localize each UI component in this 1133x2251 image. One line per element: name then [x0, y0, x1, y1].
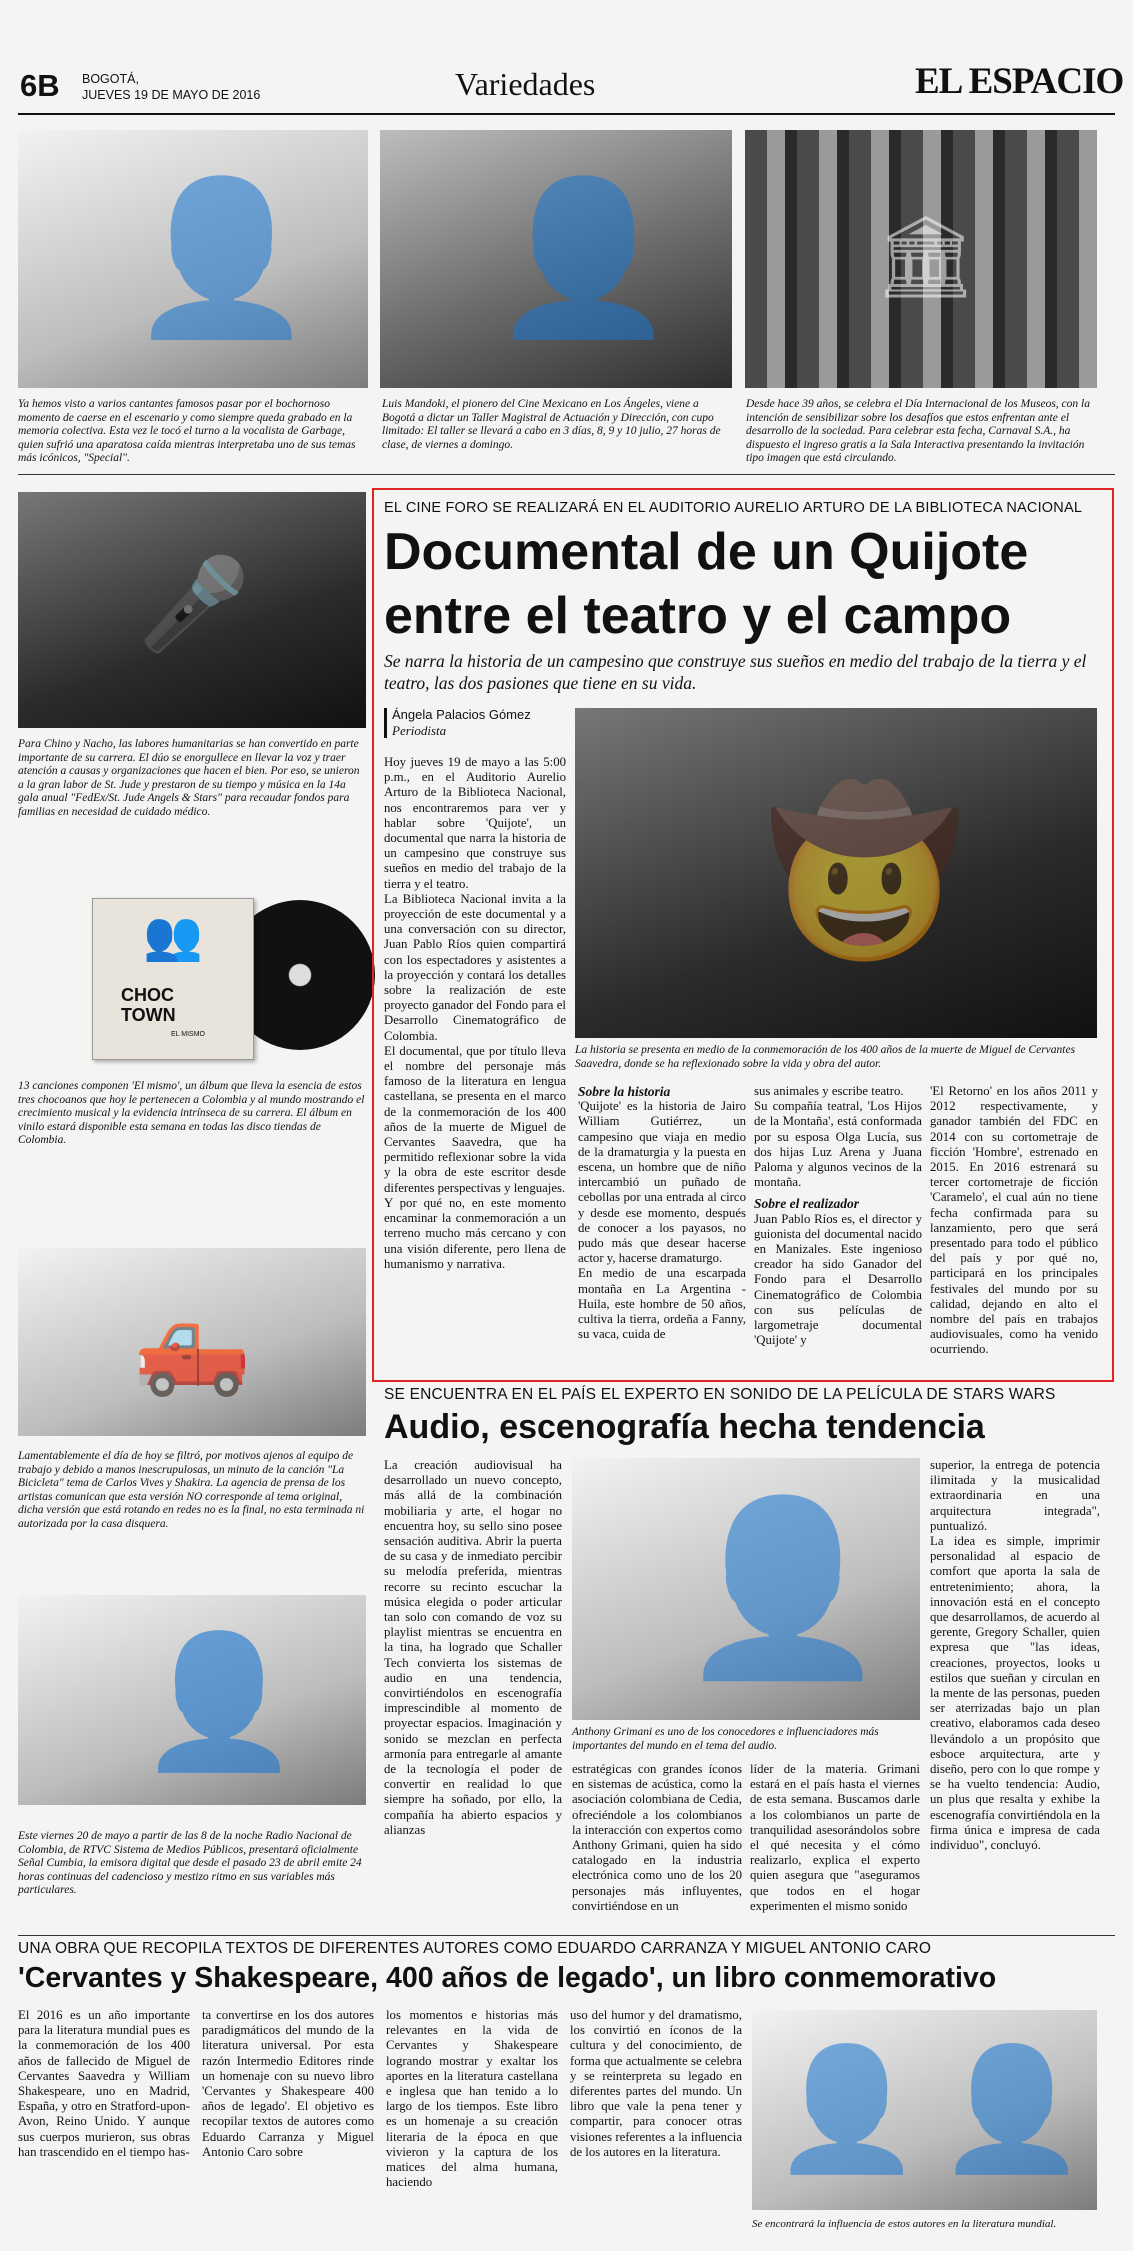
- book-paragraph: ta convertirse en los dos autores paradigmáticos del mundo de la literatura universal. Por esta razón Intermedio Editores rinde un homenaje con su nuevo libro 'Cervantes y Shakespeare 400 años de legado'. El objetivo es recopilar textos de autores como Eduardo Carranza y Miguel Antonio Caro sobre: [202, 2008, 374, 2159]
- top-row-rule: [18, 474, 1115, 475]
- book-column-4: [570, 2008, 742, 2160]
- lead-paragraph: sus animales y escribe teatro.: [754, 1084, 904, 1098]
- lead-column-4: [930, 1084, 1098, 1358]
- lead-column-1: [384, 755, 566, 1272]
- audio-paragraph: La idea es simple, imprimir personalidad al espacio de comfort que aporta la sala de entretenimiento; ahora, la innovación está en el concepto que desarrollamos, de acuerdo al gerente, Gregory Schaller, quien expresa que "las ideas, creaciones, proyectos, looks u estilos que sueñan y circulan en la mente de las personas, pueden ser aterrizadas bajo un plan creativo, elaboramos cada deseo llevándolo a un propósito que esboce arquitectura, arte y diseño, pero con lo que rompe y se ha vuelto tendencia: Audio, un plus que resalta y exhibe la escenografía convirtiéndola en la firma única e impresa de cada individuo", concluyó.: [930, 1534, 1100, 1853]
- page-number: 6B: [20, 68, 60, 103]
- book-column-1: [18, 2008, 190, 2160]
- lead-author: Ángela Palacios Gómez: [392, 707, 531, 722]
- museum-icon: 🏛: [875, 210, 977, 303]
- album-title-line2: TOWN: [121, 1005, 176, 1025]
- lead-deck: Se narra la historia de un campesino que construye sus sueños en medio del trabajo de la tierra y el teatro, las dos pasiones que tiene en su vida.: [384, 651, 1087, 693]
- audio-paragraph: líder de la materia. Grimani estará en el país hasta el viernes de esta semana. Buscamos darle a los colombianos un parte de tranquilidad asesorándolos sobre el qué necesita y el cómo realizarlo, explica el experto quien asegura que "aseguramos que todos en el hogar experimenten el mismo sonido: [750, 1762, 920, 1913]
- lead-headline-line1: Documental de un Quijote: [384, 523, 1029, 581]
- audio-paragraph: La creación audiovisual ha desarrollado un nuevo concepto, más allá de la combinación mobiliaria y arte, el hogar no encuentra hoy, su sello sino posee sensación auditiva. Abrir la puerta de su casa y de inmediato percibir su melodía preferida, mientras recorre su recinto escuchar la música elegida o poder articular tan solo con comando de voz su playlist mientras se encuentra en la tina, ha logrado que Schaller Tech convierta los sistemas de audio en una tendencia, convirtiéndolos en escenografía imprescindible al momento de proyectar espacios. Imaginación y sonido se mezclan en perfecta armonía para entregarle al amante de la tecnología el poder de convertir en realidad lo que siempre ha soñado, por ello, la compañía ha abierto espacios y alianzas: [384, 1458, 562, 1837]
- photo-radio-host: [18, 1595, 366, 1805]
- lead-paragraph: Hoy jueves 19 de mayo a las 5:00 p.m., en el Auditorio Aurelio Arturo de la Biblioteca Nacional, nos encontraremos para ver y hablar sobre 'Quijote', un documental que narra la historia de un campesino que construye sus sueños en medio del trabajo de la tierra y el teatro.: [384, 755, 566, 891]
- caption-radio: Este viernes 20 de mayo a partir de las 8 de la noche Radio Nacional de Colombia, de RTVC Sistema de Medios Públicos, presentará oficialmente Señal Cumbia, la emisora digital que desde el pasado 23 de abril emite 24 horas continuas del cadencioso y mestizo ritmo en sus variables más particulares.: [18, 1830, 362, 1896]
- lead-paragraph: 'Quijote' es la historia de Jairo William Gutiérrez, un campesino que viaja en medio de la dramaturgia y la puesta en escena, un hombre que de niño intercambió un puñado de cebollas por una entrada al circo y desde ese momento, después de conocer a los payasos, no pudo más que desear hacerse actor y, hacerse dramaturgo.: [578, 1099, 746, 1266]
- lead-paragraph: La Biblioteca Nacional invita a la proyección de este documental y a una conversación con su director, Juan Pablo Ríos quien compartirá con los espectadores y asistentes a la proyección y contará los detalles sobre la realización de este proyecto ganador del Fondo para el Desarrollo Cinematográfico de Colombia.: [384, 891, 566, 1043]
- caption-mandoki: Luis Mandoki, el pionero del Cine Mexicano en Los Ángeles, viene a Bogotá a dictar un Taller Magistral de Actuación y Dirección, con cupo limitado: El taller se llevará a cabo en 3 días, 8, 9 y 10 julio, 27 horas de clase, de viernes a domingo.: [382, 398, 721, 451]
- lead-photo-caption: La historia se presenta en medio de la conmemoración de los 400 años de la muerte de Miguel de Cervantes Saavedra, donde se ha reflexionado sobre la vida y obra del autor.: [575, 1044, 1076, 1070]
- caption-bicicleta: Lamentablemente el día de hoy se filtró, por motivos ajenos al equipo de trabajo y debido a manos inescrupulosas, un minuto de la canción "La Bicicleta" tema de Carlos Vives y Shakira. La agencia de prensa de los artistas comunican que esta versión NO corresponde al tema original, dicha versión que está rotando en redes no es la final, no esta terminada ni autorizada por la casa disquera.: [18, 1450, 365, 1530]
- person-icon: 👤: [677, 1489, 889, 1687]
- photo-museum: [745, 130, 1097, 388]
- lead-paragraph: 'El Retorno' en los años 2011 y 2012 respectivamente, y ganador también del FDC en 2014 con su cortometraje de ficción 'Hombre', estrenado en 2015. En 2016 estrenará su tercer cortometraje de ficción 'Caramelo', el cual aún no tiene fecha confirmada para su lanzamiento, pero que será presentado para todo el público del país y por qué no, participará en los principales festivales del mundo por su calidad, dejando en alto el nombre del país en trabajos audiovisuales, como ha venido ocurriendo.: [930, 1084, 1098, 1357]
- header-city: BOGOTÁ,: [82, 72, 139, 86]
- audio-column-1: [384, 1458, 562, 1838]
- photo-truck: [18, 1248, 366, 1436]
- audio-column-4: [930, 1458, 1100, 1853]
- lead-column-3: [754, 1084, 922, 1348]
- stage-icon: 🎤: [138, 552, 251, 657]
- group-icon: 👥: [143, 908, 203, 964]
- book-paragraph: los momentos e historias más relevantes en la vida de Cervantes y Shakespeare logrando mostrar y exaltar los aportes en la literatura castellana e inglesa que han tenido a lo largo de los tiempos. Este libro es un homenaje a su creación literaria de la época en que vivieron y la captura de los matices del alma humana, haciendo: [386, 2008, 558, 2190]
- actor-icon: 🤠: [765, 778, 965, 965]
- portrait-icon: 👤: [772, 2040, 922, 2179]
- caption-album: 13 canciones componen 'El mismo', un álbum que lleva la esencia de estos tres chocoanos que hoy le pertenecen a Colombia y al mundo mostrando el crecimiento musical y la evidencia intrínseca de su carrera. El álbum en vinilo estará disponible esta semana en todas las disco tiendas de Colombia.: [18, 1080, 365, 1146]
- subhead-realizador: Sobre el realizador: [754, 1196, 860, 1212]
- lead-author-role: Periodista: [392, 723, 447, 738]
- truck-icon: 🛻: [133, 1288, 253, 1400]
- caption-museum: Desde hace 39 años, se celebra el Día Internacional de los Museos, con la intención de sensibilizar sobre los desafíos que estos enfrentan ante el desarrollo de la sociedad. Para celebrar esta fecha, Carnaval S.A., ha dispuesto el ingreso gratis a la Sala Interactiva presentando la invitación tipo imagen que está circulando.: [746, 398, 1090, 464]
- book-headline: 'Cervantes y Shakespeare, 400 años de legado', un libro conmemorativo: [18, 1962, 997, 1994]
- album-title-line1: CHOC: [121, 985, 174, 1005]
- book-column-3: [386, 2008, 558, 2190]
- lead-paragraph: El documental, que por título lleva el nombre del personaje más famoso de la literatura en lengua castellana, se presenta en el marco de la conmemoración de los 400 años de la muerte de Miguel de Cervantes Saavedra, que ha permitido reflexionar sobre la vida y la obra de este escritor desde diferentes perspectivas y lenguajes.: [384, 1043, 566, 1195]
- album-subtitle: EL MISMO: [171, 1031, 205, 1038]
- photo-chino-nacho: [18, 492, 366, 728]
- lead-kicker: EL CINE FORO SE REALIZARÁ EN EL AUDITORIO AURELIO ARTURO DE LA BIBLIOTECA NACIONAL: [384, 500, 1083, 516]
- book-kicker: UNA OBRA QUE RECOPILA TEXTOS DE DIFERENTES AUTORES COMO EDUARDO CARRANZA Y MIGUEL ANTONIO CARO: [18, 1940, 932, 1957]
- subhead-historia: Sobre la historia: [578, 1084, 671, 1099]
- audio-kicker: SE ENCUENTRA EN EL PAÍS EL EXPERTO EN SONIDO DE LA PELÍCULA DE STARS WARS: [384, 1386, 1056, 1403]
- audio-photo-caption: Anthony Grimani es uno de los conocedores e influenciadores más importantes del mundo en el tema del audio.: [572, 1726, 879, 1752]
- lead-column-2: [578, 1084, 746, 1342]
- album-cover: [92, 898, 254, 1060]
- lead-paragraph: Juan Pablo Ríos es, el director y guionista del documental nacido en Manizales. Este ingenioso creador ha sido Ganador del Fondo para el Desarrollo Cinematográfico de Colombia con sus películas de largometraje documental 'Quijote' y: [754, 1211, 922, 1348]
- book-paragraph: El 2016 es un año importante para la literatura mundial pues es la conmemoración de los 400 años de fallecido de Miguel de Cervantes Saavedra y William Shakespeare, uno en Madrid, España, y otro en Stratford-upon-Avon, Reino Unido. Y aunque sus cuerpos murieron, sus obras han trascendido en el tiempo has-: [18, 2008, 190, 2159]
- audio-column-2: [572, 1762, 742, 1914]
- caption-chino-nacho: Para Chino y Nacho, las labores humanitarias se han convertido en parte importante de su carrera. El dúo se enorgullece en llevar la voz y traer atención a causas y organizaciones que hacen el bien. Por eso, se unieron a la gran labor de St. Jude y prestaron de su tiempo y música en la 14a gala anual "FedEx/St. Jude Angels & Stars" para recaudar fondos para familias en necesidad de cuidado médico.: [18, 738, 360, 818]
- lead-paragraph: En medio de una escarpada montaña en La Argentina - Huila, este hombre de 50 años, cultiva la tierra, ordeña a Fanny, su vaca, cuida de: [578, 1266, 746, 1342]
- lead-headline-line2: entre el teatro y el campo: [384, 587, 1012, 645]
- byline-bar: [384, 708, 387, 738]
- audio-paragraph: estratégicas con grandes íconos en sistemas de acústica, como la asociación colombiana de Cedia, ofreciéndole a los colombianos la interacción con expertos como Anthony Grimani, quien ha sido catalogado en la industria electrónica como uno de los 20 personajes más influyentes, convirtiéndose en un: [572, 1762, 742, 1913]
- book-paragraph: uso del humor y del dramatismo, los convirtió en íconos de la cultura y del conocimiento, de forma que actualmente se celebra y se reinterpreta su legado en diferentes partes del mundo. Un libro que vale la pena tener y compartir, para conocer otras visiones referentes a la influencia de los autores en la literatura.: [570, 2008, 742, 2159]
- person-icon: 👤: [128, 171, 315, 345]
- lead-paragraph: Y por qué no, en este momento encaminar la conmemoración a un terreno mucho más cercano y con una visión diferente, pero llena de humanismo y narrativa.: [384, 1195, 566, 1271]
- book-column-2: [202, 2008, 374, 2160]
- masthead: EL ESPACIO: [915, 61, 1124, 102]
- photo-singer: [18, 130, 368, 388]
- book-photo-caption: Se encontrará la influencia de estos autores en la literatura mundial.: [752, 2218, 1057, 2230]
- photo-grimani: [572, 1458, 920, 1720]
- caption-singer: Ya hemos visto a varios cantantes famosos pasar por el bochornoso momento de caerse en el escenario y como siempre queda grabado en la memoria colectiva. Esta vez le tocó el turno a la vocalista de Garbage, quien sufrió una aparatosa caída mientras interpretaba uno de sus temas más icónicos, "Special".: [18, 398, 356, 464]
- section-title: Variedades: [455, 66, 596, 102]
- lead-paragraph: Su compañía teatral, 'Los Hijos de la Montaña', está conformada por su esposa Olga Lucía, sus dos hijas Luz Arena y Juana Paloma y algunos vecinos de la montaña.: [754, 1099, 922, 1190]
- audio-headline: Audio, escenografía hecha tendencia: [384, 1408, 985, 1446]
- person-icon: 👤: [490, 171, 677, 345]
- book-rule: [18, 1935, 1115, 1936]
- audio-paragraph: superior, la entrega de potencia ilimitada y la musicalidad extraordinaria en una arquitectura integrada", puntualizó.: [930, 1458, 1100, 1533]
- person-icon: 👤: [138, 1625, 300, 1777]
- photo-mandoki: [380, 130, 732, 388]
- header-rule: [18, 113, 1115, 115]
- photo-cervantes-shakespeare: [752, 2010, 1097, 2210]
- portrait-icon: 👤: [937, 2040, 1087, 2179]
- header-date: JUEVES 19 DE MAYO DE 2016: [82, 88, 261, 102]
- photo-quijote-actor: [575, 708, 1097, 1038]
- audio-column-3: [750, 1762, 920, 1914]
